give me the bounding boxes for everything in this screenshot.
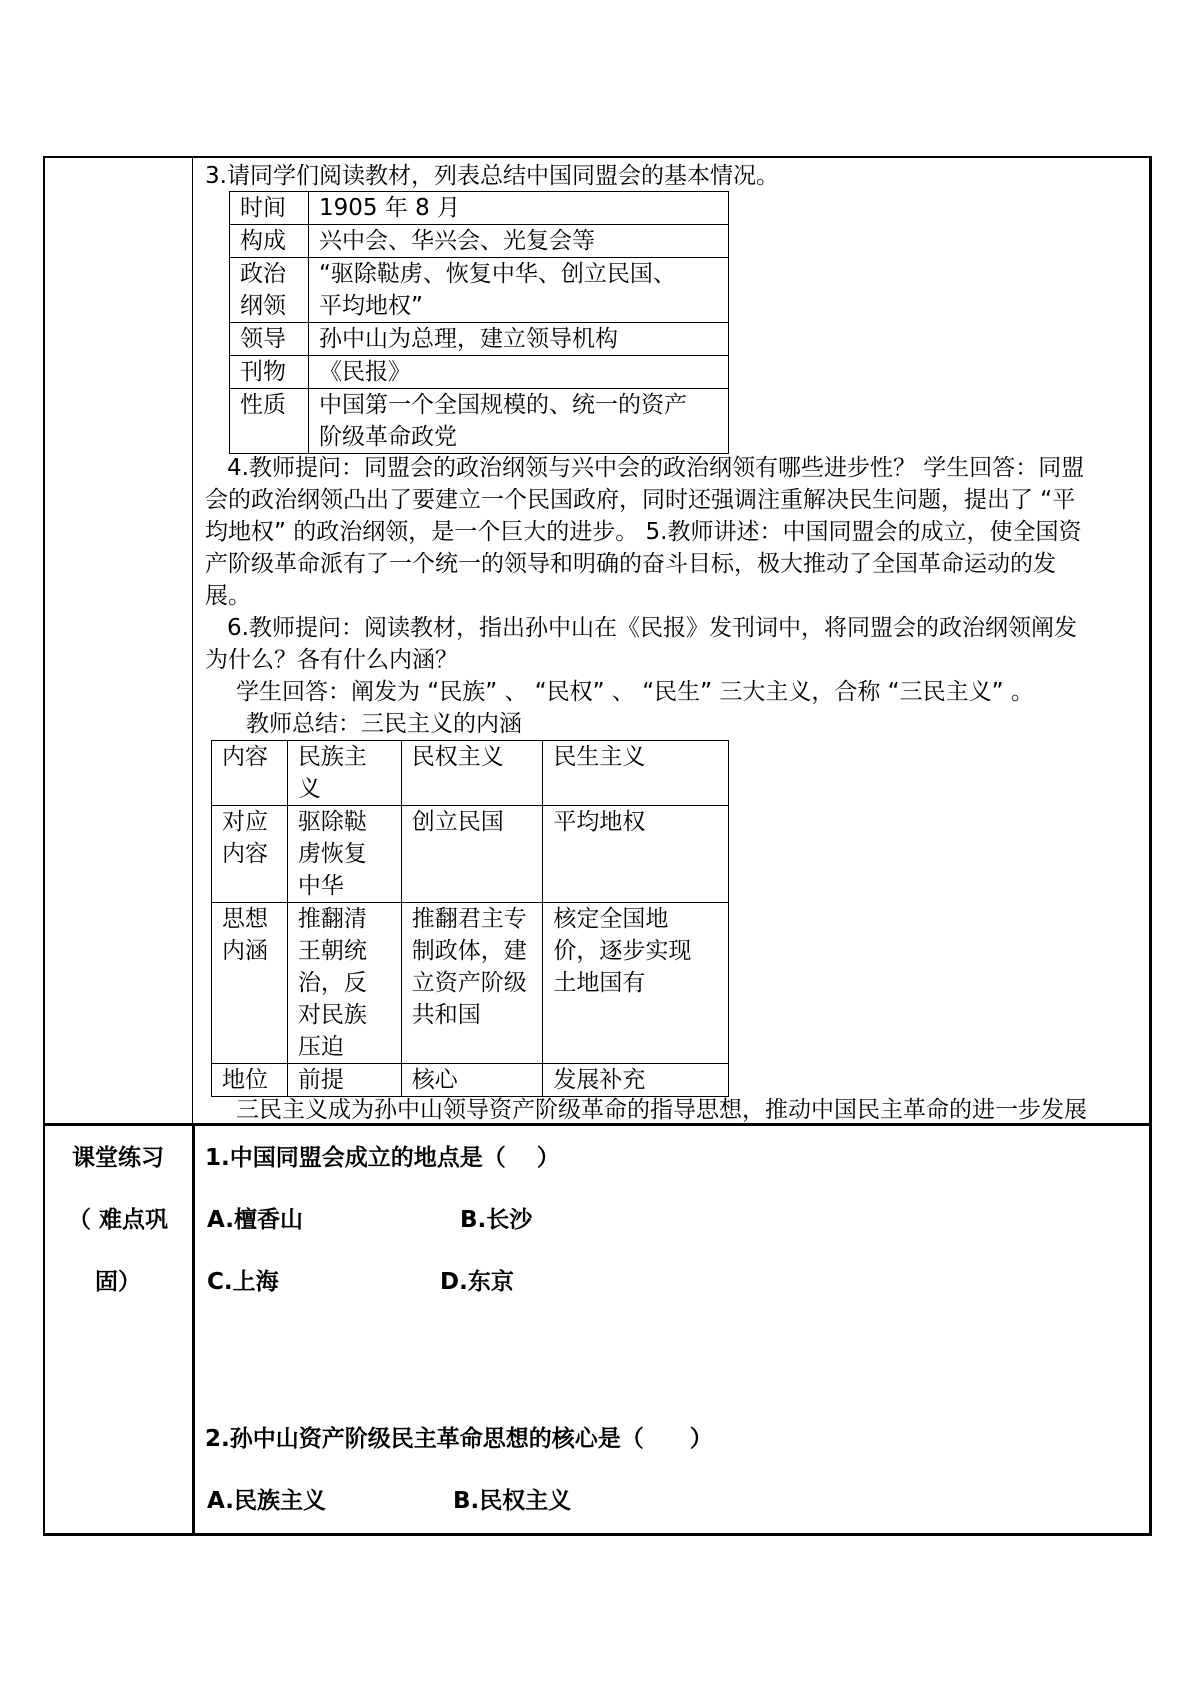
league-value-line: 中国第一个全国规模的、统一的资产 <box>319 392 687 418</box>
league-value-line: 1905 年 8 月 <box>319 195 461 221</box>
league-value-cell <box>309 323 729 356</box>
principles-cell <box>543 1064 729 1097</box>
league-label-line: 时间 <box>240 195 286 221</box>
league-value-line: 孙中山为总理，建立领导机构 <box>319 326 618 352</box>
q1-option-a: A.檀香山 <box>207 1207 303 1233</box>
q1-stem: 1.中国同盟会成立的地点是（ ） <box>205 1145 560 1171</box>
principles-cell-text-line: 内容 <box>222 841 268 867</box>
para4-line: 会的政治纲领凸出了要建立一个民国政府，同时还强调注重解决民生问题，提出了 “平 <box>205 487 1076 513</box>
student-answer: 学生回答：阐发为 “民族” 、 “民权” 、 “民生” 三大主义，合称 “三民主义” 。 <box>236 679 1034 705</box>
principles-cell-text-line: 发展补充 <box>553 1067 646 1093</box>
league-label-cell <box>230 192 309 225</box>
column-divider-lower <box>192 1124 195 1536</box>
principles-cell <box>212 903 288 1064</box>
principles-cell <box>212 1064 288 1097</box>
league-value-cell <box>309 225 729 258</box>
principles-cell <box>287 903 401 1064</box>
league-row <box>230 225 729 258</box>
principles-cell <box>401 741 543 806</box>
q1-option-d: D.东京 <box>440 1269 514 1295</box>
principles-cell-text-line: 内涵 <box>222 938 268 964</box>
principles-cell-text-line: 民生主义 <box>553 744 646 770</box>
principles-cell-text-line: 思想 <box>222 906 268 932</box>
principles-cell-text-line: 土地国有 <box>553 970 646 996</box>
league-value-line: 兴中会、华兴会、光复会等 <box>319 228 595 254</box>
practice-label-line: （ 难点巩 <box>67 1207 168 1233</box>
practice-label-line: 课堂练习 <box>72 1145 164 1171</box>
league-value-line: 阶级革命政党 <box>319 424 457 450</box>
principles-cell-text-line: 创立民国 <box>411 809 504 835</box>
league-label-cell <box>230 258 309 323</box>
league-value-line: 《民报》 <box>319 359 411 385</box>
league-value-line: 平均地权” <box>319 293 423 319</box>
league-value-cell <box>309 389 729 454</box>
principles-cell-text-line: 核心 <box>411 1067 458 1093</box>
practice-label-line: 固） <box>95 1269 141 1295</box>
principles-cell <box>543 806 729 903</box>
outer-right-border <box>1149 156 1152 1536</box>
teacher-summary: 教师总结：三民主义的内涵 <box>246 711 522 737</box>
league-label-line: 领导 <box>240 326 286 352</box>
league-value-cell <box>309 356 729 389</box>
league-label-line: 纲领 <box>240 293 286 319</box>
q1-option-b: B.长沙 <box>460 1207 533 1233</box>
para4-line: 展。 <box>205 583 251 609</box>
principles-cell-text-line: 对民族 <box>297 1002 367 1028</box>
q1-option-c: C.上海 <box>207 1269 279 1295</box>
principles-cell <box>543 903 729 1064</box>
top-border <box>43 156 1151 158</box>
principles-cell-text-line: 平均地权 <box>553 809 646 835</box>
principles-cell <box>212 806 288 903</box>
q2-option-a: A.民族主义 <box>207 1488 326 1514</box>
principles-cell-text-line: 治，反 <box>297 970 367 996</box>
principles-cell-text-line: 共和国 <box>411 1002 481 1028</box>
bottom-border <box>43 1533 1151 1536</box>
league-label-line: 性质 <box>240 392 286 418</box>
para4-line: 4.教师提问：同盟会的政治纲领与兴中会的政治纲领有哪些进步性？ 学生回答：同盟 <box>227 455 1085 481</box>
para4-line: 均地权” 的政治纲领，是一个巨大的进步。 5.教师讲述：中国同盟会的成立，使全国资 <box>205 519 1082 545</box>
principles-cell-text-line: 义 <box>297 776 321 802</box>
league-row <box>230 356 729 389</box>
principles-cell-text-line: 前提 <box>297 1067 344 1093</box>
league-label-cell <box>230 323 309 356</box>
principles-cell-text-line: 民族主 <box>297 744 367 770</box>
principles-cell <box>212 741 288 806</box>
q2-option-b: B.民权主义 <box>453 1488 572 1514</box>
conclusion-text: 三民主义成为孙中山领导资产阶级革命的指导思想，推动中国民主革命的进一步发展 <box>236 1097 1087 1123</box>
principles-cell <box>401 903 543 1064</box>
league-row <box>230 258 729 323</box>
league-label-line: 政治 <box>240 261 286 287</box>
principles-row <box>212 741 729 806</box>
principles-cell-text-line: 立资产阶级 <box>411 970 527 996</box>
principles-cell-text-line: 压迫 <box>297 1034 344 1060</box>
item3-text: 3.请同学们阅读教材，列表总结中国同盟会的基本情况。 <box>205 163 779 189</box>
principles-cell <box>287 1064 401 1097</box>
principles-cell-text-line: 民权主义 <box>411 744 504 770</box>
principles-cell-text-line: 内容 <box>222 744 268 770</box>
league-info-table <box>229 191 729 454</box>
principles-cell-text-line: 核定全国地 <box>553 906 669 932</box>
principles-row <box>212 903 729 1064</box>
principles-cell <box>401 806 543 903</box>
principles-row <box>212 806 729 903</box>
principles-cell <box>287 806 401 903</box>
league-value-line: “驱除鞑虏、恢复中华、创立民国、 <box>319 261 676 287</box>
league-row <box>230 389 729 454</box>
para6-line: 为什么？各有什么内涵？ <box>205 647 458 673</box>
principles-cell-text-line: 驱除鞑 <box>297 809 367 835</box>
principles-cell-text-line: 制政体，建 <box>411 938 527 964</box>
league-value-cell <box>309 192 729 225</box>
principles-cell-text-line: 王朝统 <box>297 938 367 964</box>
league-value-cell <box>309 258 729 323</box>
principles-cell <box>401 1064 543 1097</box>
principles-cell <box>543 741 729 806</box>
league-label-line: 刊物 <box>240 359 286 385</box>
q2-stem: 2.孙中山资产阶级民主革命思想的核心是（ ） <box>205 1426 713 1452</box>
outer-left-border <box>43 156 45 1536</box>
league-label-cell <box>230 356 309 389</box>
league-row <box>230 323 729 356</box>
para4-line: 产阶级革命派有了一个统一的领导和明确的奋斗目标，极大推动了全国革命运动的发 <box>205 551 1056 577</box>
three-principles-table <box>211 740 729 1097</box>
principles-cell-text-line: 地位 <box>222 1067 268 1093</box>
principles-cell-text-line: 中华 <box>297 873 344 899</box>
principles-cell-text-line: 推翻清 <box>297 906 367 932</box>
league-row <box>230 192 729 225</box>
league-label-cell <box>230 225 309 258</box>
para6-line: 6.教师提问：阅读教材，指出孙中山在《民报》发刊词中，将同盟会的政治纲领阐发 <box>227 615 1077 641</box>
principles-cell-text-line: 推翻君主专 <box>411 906 527 932</box>
principles-cell-text-line: 对应 <box>222 809 268 835</box>
principles-cell-text-line: 虏恢复 <box>297 841 367 867</box>
principles-cell <box>287 741 401 806</box>
league-label-cell <box>230 389 309 454</box>
column-divider-upper <box>192 156 193 1124</box>
principles-cell-text-line: 价，逐步实现 <box>553 938 692 964</box>
league-label-line: 构成 <box>240 228 286 254</box>
principles-row <box>212 1064 729 1097</box>
